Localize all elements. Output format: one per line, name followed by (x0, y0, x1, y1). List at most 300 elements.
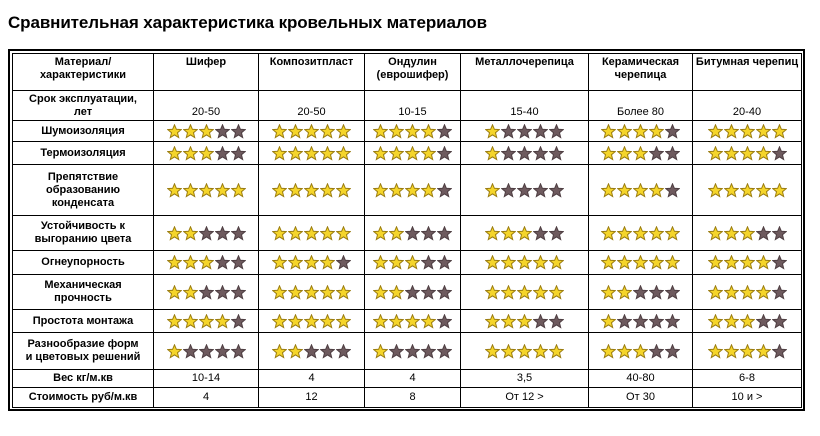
star-empty-icon (304, 344, 319, 359)
star-empty-icon (533, 124, 548, 139)
cell-text-line: Материал/ (54, 56, 112, 68)
star-rating (373, 314, 452, 329)
rating-cell (259, 165, 365, 216)
star-filled-icon (336, 226, 351, 241)
star-filled-icon (421, 124, 436, 139)
rating-cell (461, 165, 589, 216)
cell-text-line: Простота монтажа (32, 314, 134, 327)
value-cell: 3,5 (461, 370, 589, 388)
star-empty-icon (772, 344, 787, 359)
star-filled-icon (501, 255, 516, 270)
star-filled-icon (617, 255, 632, 270)
star-rating (601, 226, 680, 241)
star-rating (601, 255, 680, 270)
star-filled-icon (633, 344, 648, 359)
rating-cell (154, 310, 259, 333)
feature-label-cell (13, 91, 154, 121)
star-filled-icon (389, 226, 404, 241)
star-filled-icon (601, 146, 616, 161)
star-filled-icon (272, 146, 287, 161)
star-filled-icon (304, 183, 319, 198)
star-empty-icon (517, 183, 532, 198)
star-filled-icon (649, 226, 664, 241)
cell-text-line: выгоранию цвета (34, 233, 132, 245)
table-header-row (13, 54, 802, 91)
star-empty-icon (665, 314, 680, 329)
rating-cell (365, 251, 461, 275)
star-filled-icon (740, 314, 755, 329)
star-filled-icon (288, 124, 303, 139)
star-empty-icon (231, 146, 246, 161)
comparison-table (12, 53, 802, 408)
rating-cell (589, 121, 693, 142)
star-empty-icon (501, 124, 516, 139)
star-empty-icon (772, 146, 787, 161)
star-filled-icon (320, 183, 335, 198)
star-rating (708, 344, 787, 359)
rating-cell (589, 310, 693, 333)
rating-cell (461, 275, 589, 310)
star-empty-icon (649, 344, 664, 359)
star-filled-icon (756, 183, 771, 198)
star-empty-icon (665, 146, 680, 161)
star-filled-icon (167, 146, 182, 161)
rating-cell (259, 310, 365, 333)
rating-cell (589, 142, 693, 165)
star-rating (708, 285, 787, 300)
star-filled-icon (708, 255, 723, 270)
rating-cell (461, 216, 589, 251)
value-cell: 4 (154, 388, 259, 408)
rating-cell (589, 251, 693, 275)
star-filled-icon (199, 183, 214, 198)
star-filled-icon (215, 314, 230, 329)
star-filled-icon (517, 344, 532, 359)
star-empty-icon (231, 314, 246, 329)
star-filled-icon (405, 255, 420, 270)
rating-cell (693, 275, 802, 310)
star-rating (272, 226, 351, 241)
table-row (13, 91, 802, 121)
star-rating (485, 314, 564, 329)
star-empty-icon (336, 344, 351, 359)
rating-cell (259, 121, 365, 142)
star-filled-icon (320, 285, 335, 300)
star-filled-icon (183, 146, 198, 161)
rating-cell (259, 333, 365, 370)
star-filled-icon (633, 255, 648, 270)
star-filled-icon (421, 146, 436, 161)
cell-text-line: и цветовых решений (25, 351, 141, 363)
value-cell: 4 (365, 370, 461, 388)
star-filled-icon (724, 344, 739, 359)
star-filled-icon (740, 124, 755, 139)
star-filled-icon (421, 314, 436, 329)
star-empty-icon (517, 124, 532, 139)
star-rating (601, 124, 680, 139)
rating-cell (365, 310, 461, 333)
star-empty-icon (199, 285, 214, 300)
star-filled-icon (167, 255, 182, 270)
value-cell: 20-40 (693, 91, 802, 121)
star-filled-icon (288, 226, 303, 241)
rating-cell (154, 251, 259, 275)
cell-text-line: Композитпласт (269, 56, 354, 68)
cell-text-line: Препятствие (47, 170, 119, 183)
star-rating (272, 124, 351, 139)
star-filled-icon (272, 344, 287, 359)
star-empty-icon (437, 344, 452, 359)
material-header-cell (589, 54, 693, 91)
star-filled-icon (517, 226, 532, 241)
star-filled-icon (501, 314, 516, 329)
star-filled-icon (549, 344, 564, 359)
star-empty-icon (756, 314, 771, 329)
value-cell: От 30 (589, 388, 693, 408)
star-filled-icon (708, 314, 723, 329)
star-filled-icon (501, 285, 516, 300)
feature-label-cell (13, 121, 154, 142)
star-filled-icon (772, 124, 787, 139)
rating-cell (154, 121, 259, 142)
star-filled-icon (389, 146, 404, 161)
cell-text-line: Термоизоляция (40, 146, 126, 159)
star-filled-icon (272, 124, 287, 139)
header-corner-cell (13, 54, 154, 91)
star-empty-icon (665, 344, 680, 359)
star-empty-icon (772, 255, 787, 270)
star-rating (272, 314, 351, 329)
star-empty-icon (421, 255, 436, 270)
star-rating (485, 344, 564, 359)
star-filled-icon (740, 255, 755, 270)
material-header-cell (461, 54, 589, 91)
star-filled-icon (724, 124, 739, 139)
star-empty-icon (549, 314, 564, 329)
star-filled-icon (183, 314, 198, 329)
star-rating (485, 255, 564, 270)
star-rating (167, 124, 246, 139)
material-header-cell (154, 54, 259, 91)
star-filled-icon (272, 183, 287, 198)
rating-cell (693, 310, 802, 333)
table-row (13, 251, 802, 275)
star-filled-icon (724, 285, 739, 300)
star-filled-icon (336, 285, 351, 300)
star-filled-icon (304, 124, 319, 139)
table-row (13, 142, 802, 165)
star-filled-icon (665, 226, 680, 241)
star-rating (167, 183, 246, 198)
table-row (13, 388, 802, 408)
rating-cell (365, 216, 461, 251)
star-empty-icon (215, 226, 230, 241)
star-filled-icon (421, 183, 436, 198)
star-filled-icon (167, 183, 182, 198)
star-filled-icon (485, 183, 500, 198)
star-filled-icon (405, 146, 420, 161)
star-rating (601, 314, 680, 329)
star-filled-icon (183, 183, 198, 198)
star-empty-icon (215, 285, 230, 300)
star-filled-icon (304, 226, 319, 241)
table-row (13, 121, 802, 142)
star-rating (167, 285, 246, 300)
star-empty-icon (183, 344, 198, 359)
star-rating (708, 226, 787, 241)
star-filled-icon (756, 255, 771, 270)
star-filled-icon (601, 344, 616, 359)
star-filled-icon (288, 183, 303, 198)
feature-label-cell (13, 333, 154, 370)
rating-cell (589, 165, 693, 216)
value-cell: 12 (259, 388, 365, 408)
star-empty-icon (665, 124, 680, 139)
star-filled-icon (405, 183, 420, 198)
value-cell: 40-80 (589, 370, 693, 388)
feature-label-cell (13, 310, 154, 333)
star-rating (601, 183, 680, 198)
star-filled-icon (288, 146, 303, 161)
star-filled-icon (633, 124, 648, 139)
rating-cell (693, 333, 802, 370)
star-filled-icon (533, 255, 548, 270)
star-filled-icon (485, 124, 500, 139)
star-rating (708, 183, 787, 198)
star-filled-icon (167, 344, 182, 359)
star-filled-icon (533, 285, 548, 300)
star-empty-icon (336, 255, 351, 270)
star-filled-icon (740, 226, 755, 241)
star-empty-icon (231, 226, 246, 241)
star-filled-icon (336, 124, 351, 139)
cell-text-line: (еврошифер) (376, 69, 449, 81)
rating-cell (693, 216, 802, 251)
rating-cell (589, 216, 693, 251)
feature-label-cell (13, 275, 154, 310)
rating-cell (365, 121, 461, 142)
star-empty-icon (421, 226, 436, 241)
star-filled-icon (288, 255, 303, 270)
star-filled-icon (517, 314, 532, 329)
star-rating (708, 146, 787, 161)
star-empty-icon (405, 285, 420, 300)
cell-text-line: Стоимость руб/м.кв (28, 391, 138, 403)
star-empty-icon (617, 314, 632, 329)
star-rating (272, 255, 351, 270)
cell-text-line: лет (73, 105, 93, 118)
rating-cell (154, 275, 259, 310)
star-empty-icon (533, 226, 548, 241)
star-filled-icon (485, 226, 500, 241)
star-filled-icon (389, 183, 404, 198)
star-filled-icon (167, 124, 182, 139)
star-empty-icon (320, 344, 335, 359)
rating-cell (589, 275, 693, 310)
star-empty-icon (437, 146, 452, 161)
star-filled-icon (549, 255, 564, 270)
star-empty-icon (533, 146, 548, 161)
star-filled-icon (617, 226, 632, 241)
star-filled-icon (740, 183, 755, 198)
rating-cell (259, 142, 365, 165)
star-empty-icon (421, 344, 436, 359)
star-filled-icon (708, 285, 723, 300)
rating-cell (365, 142, 461, 165)
star-filled-icon (320, 314, 335, 329)
star-empty-icon (437, 124, 452, 139)
star-filled-icon (405, 314, 420, 329)
star-empty-icon (231, 344, 246, 359)
star-filled-icon (304, 255, 319, 270)
star-empty-icon (215, 344, 230, 359)
star-filled-icon (740, 344, 755, 359)
star-filled-icon (485, 285, 500, 300)
star-filled-icon (617, 344, 632, 359)
feature-label-cell (13, 165, 154, 216)
star-filled-icon (649, 124, 664, 139)
star-filled-icon (617, 124, 632, 139)
star-empty-icon (772, 314, 787, 329)
rating-cell (154, 142, 259, 165)
star-empty-icon (649, 314, 664, 329)
star-rating (373, 226, 452, 241)
star-rating (485, 146, 564, 161)
feature-label-cell (13, 142, 154, 165)
value-cell: 20-50 (154, 91, 259, 121)
cell-text-line: Разнообразие форм (27, 338, 139, 350)
star-empty-icon (549, 146, 564, 161)
star-filled-icon (373, 344, 388, 359)
star-filled-icon (772, 183, 787, 198)
star-empty-icon (215, 124, 230, 139)
star-filled-icon (756, 146, 771, 161)
cell-text-line: Шумоизоляция (41, 124, 125, 137)
star-empty-icon (501, 146, 516, 161)
star-empty-icon (665, 183, 680, 198)
value-cell: 10-15 (365, 91, 461, 121)
rating-cell (365, 275, 461, 310)
star-empty-icon (772, 226, 787, 241)
star-filled-icon (756, 285, 771, 300)
cell-text-line: черепица (614, 69, 667, 81)
cell-text-line: Устойчивость к (40, 220, 126, 232)
feature-label-cell (13, 388, 154, 408)
cell-text-line: Механическая (44, 279, 122, 291)
star-empty-icon (756, 226, 771, 241)
star-empty-icon (231, 285, 246, 300)
cell-text-line: характеристики (39, 69, 127, 81)
star-filled-icon (272, 255, 287, 270)
rating-cell (693, 251, 802, 275)
cell-text-line: Шифер (185, 56, 227, 68)
star-empty-icon (231, 124, 246, 139)
star-filled-icon (501, 226, 516, 241)
value-cell: Более 80 (589, 91, 693, 121)
rating-cell (693, 142, 802, 165)
star-filled-icon (617, 146, 632, 161)
rating-cell (461, 333, 589, 370)
star-filled-icon (373, 183, 388, 198)
star-filled-icon (304, 314, 319, 329)
star-filled-icon (373, 314, 388, 329)
value-cell: 10 и > (693, 388, 802, 408)
star-filled-icon (601, 285, 616, 300)
star-filled-icon (724, 255, 739, 270)
star-filled-icon (617, 183, 632, 198)
page-title: Сравнительная характеристика кровельных материалов (8, 13, 487, 32)
star-filled-icon (167, 285, 182, 300)
star-filled-icon (633, 183, 648, 198)
cell-text-line: Битумная черепиц (695, 56, 799, 68)
feature-label-cell (13, 251, 154, 275)
star-rating (708, 314, 787, 329)
star-filled-icon (405, 124, 420, 139)
star-empty-icon (199, 226, 214, 241)
star-empty-icon (517, 146, 532, 161)
material-header-cell (259, 54, 365, 91)
star-rating (601, 146, 680, 161)
cell-text-line: прочность (54, 292, 112, 304)
star-filled-icon (485, 344, 500, 359)
rating-cell (259, 216, 365, 251)
star-filled-icon (601, 183, 616, 198)
star-filled-icon (708, 146, 723, 161)
star-rating (167, 226, 246, 241)
cell-text-line: Огнеупорность (41, 256, 125, 268)
cell-text-line: Керамическая (601, 56, 680, 68)
rating-cell (154, 333, 259, 370)
table-row (13, 310, 802, 333)
star-filled-icon (724, 146, 739, 161)
star-filled-icon (336, 314, 351, 329)
value-cell: 4 (259, 370, 365, 388)
star-filled-icon (373, 146, 388, 161)
star-empty-icon (199, 344, 214, 359)
rating-cell (693, 121, 802, 142)
star-filled-icon (320, 146, 335, 161)
star-filled-icon (708, 124, 723, 139)
cell-text-line: образованию (46, 183, 120, 196)
star-filled-icon (373, 226, 388, 241)
star-rating (601, 344, 680, 359)
rating-cell (154, 216, 259, 251)
cell-text-line: Вес кг/м.кв (53, 372, 113, 384)
star-empty-icon (549, 124, 564, 139)
value-cell: 8 (365, 388, 461, 408)
star-filled-icon (215, 183, 230, 198)
star-filled-icon (288, 344, 303, 359)
star-filled-icon (304, 146, 319, 161)
star-rating (373, 255, 452, 270)
star-filled-icon (708, 344, 723, 359)
rating-cell (259, 275, 365, 310)
table-row (13, 333, 802, 370)
star-rating (373, 124, 452, 139)
feature-label-cell (13, 216, 154, 251)
star-empty-icon (405, 226, 420, 241)
star-filled-icon (549, 285, 564, 300)
rating-cell (365, 165, 461, 216)
star-filled-icon (288, 285, 303, 300)
star-filled-icon (617, 285, 632, 300)
star-rating (485, 285, 564, 300)
star-empty-icon (215, 146, 230, 161)
star-filled-icon (373, 255, 388, 270)
star-filled-icon (533, 344, 548, 359)
cell-text-line: конденсата (51, 196, 115, 209)
star-empty-icon (549, 226, 564, 241)
